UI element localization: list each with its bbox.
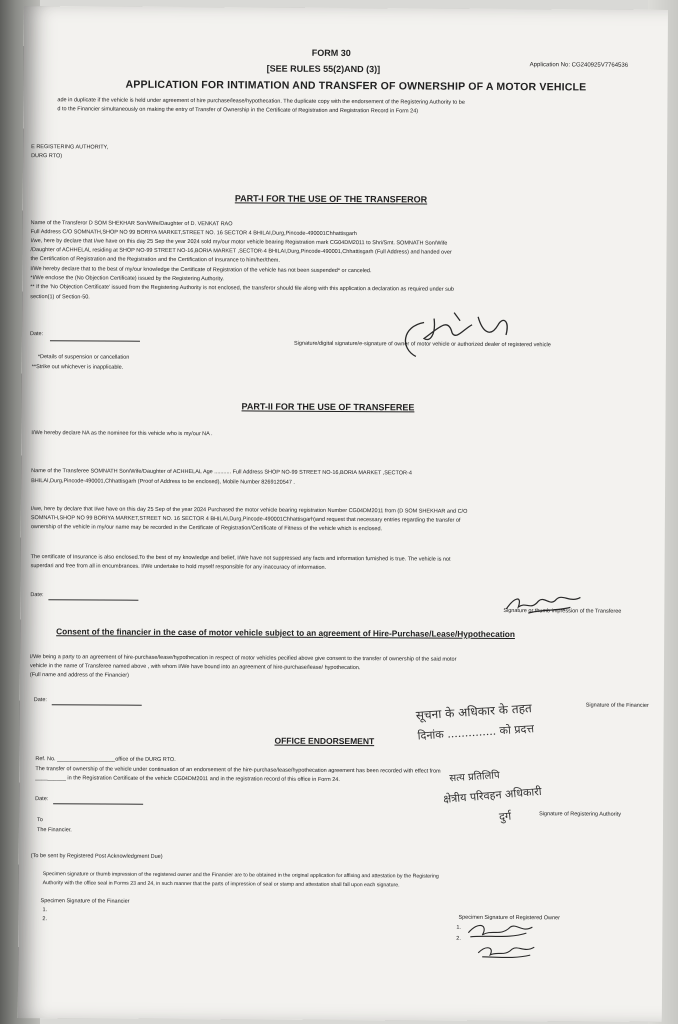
part1-line: I/We hereby declare that to the best of my/our knowledge the Certificate of Registration of the vehicle has not been suspended* or canceled. — [30, 266, 372, 275]
stamp-line-5: दुर्ग — [498, 809, 512, 824]
part2-insurance-line: The certificate of Insurance is also enclosed.To the best of my knowledge and belief, I/We have not suppressed any facts and information furnished is true. The vehicle is not — [30, 554, 451, 563]
office-ref: Ref. No. ___________________office of the DURG RTO. — [35, 756, 176, 763]
intro-line-1: ade in duplicate if the vehicle is held under agreement of hire purchase/lease/hypothecation. The duplicate copy with the endorsement of the Registering Authority to be — [57, 97, 465, 106]
office-line-1: The transfer of ownership of the vehicle under continuation of an endorsement of the hire-purchase/lease/hypothecation agreement has been recorded with effect from — [35, 766, 441, 775]
part1-line: /Daughter of ACHHELAL residing at SHOP NO-99 STREET NO-16,BORIA MARKET ,SECTOR-4 BHILAI,Durg,Pincode-490001,Chhattisgarh (Full Address) and handed over — [30, 247, 452, 256]
consent-line: vehicle in the name of Transferee named above , with whom I/We have bound into an agreement of hire-purchase/lease/ hypothecation. — [29, 663, 361, 672]
financier-specimen-1: 1. — [42, 907, 48, 914]
part1-heading: PART-I FOR THE USE OF THE TRANSFEROR — [234, 193, 428, 205]
office-heading: OFFICE ENDORSEMENT — [274, 735, 375, 747]
stamp-line-2: दिनांक .............. को प्रदत्त — [417, 722, 535, 743]
part2-signature-label: Signature or thumb impression of the Transferee — [503, 607, 622, 615]
part2-insurance-line: superdari and free from all in encumbrances. I/We undertake to hold myself responsible for any inaccuracy of information. — [30, 563, 327, 571]
stamp-line-3: सत्य प्रतिलिपि — [449, 770, 500, 785]
financier-specimen-2: 2. — [42, 916, 48, 923]
owner-specimen-signatures — [464, 917, 544, 963]
transferor-signature — [394, 308, 534, 369]
part1-line: Name of the Transferor D SOM SHEKHAR Son/Wife/Daughter of D. VENKAT RAO — [30, 220, 233, 228]
consent-date-label: Date: — [33, 697, 47, 704]
authority-line-2: DURG RTO) — [31, 153, 63, 160]
consent-signature-label: Signature of the Financier — [585, 702, 649, 709]
stamp-line-4: क्षेत्रीय परिवहन अधिकारी — [442, 784, 543, 806]
authority-line-1: E REGISTERING AUTHORITY, — [31, 144, 109, 151]
owner-specimen-label: Specimen Signature of Registered Owner — [458, 914, 560, 922]
stamp-line-1: सूचना के अधिकार के तहत — [415, 701, 533, 723]
part1-line: Full Address C/O SOMNATH,SHOP NO 99 BORIYA MARKET,STREET NO. 16 SECTOR 4 BHILAI,Durg,Pincode-490001Chhattisgarh — [30, 229, 357, 238]
document-page — [18, 6, 668, 1022]
part1-line: I/we, here by declare that I/we have on this day 25 Sep the year 2024 sold my/our motor vehicle bearing Registration mark CG04DM2011 to Shri/Smt. SOMNATH Son/Wife — [30, 238, 448, 247]
form-rules: [SEE RULES 55(2)AND (3)] — [266, 63, 381, 75]
financier-specimen-label: Specimen Signature of the Financier — [40, 898, 130, 905]
office-to-financier: The Financier. — [36, 827, 72, 834]
part2-nominee: I/We hereby declare NA as the nominee for this vehicle who is my/our NA . — [31, 430, 213, 438]
part1-note-1: *Details of suspension or cancellation — [37, 354, 130, 361]
part2-declare-line: I/we, here by declare that I/we have on this day 25 Sep of the year 2024 Purchased the motor vehicle bearing registration Number CG04DM2011 from (D SOM SHEKHAR and C/O — [30, 506, 468, 515]
consent-line: (Full name and address of the Financier) — [29, 672, 129, 679]
part2-date-line — [48, 599, 138, 601]
consent-date-line — [52, 704, 142, 706]
part1-line: *I/We enclose the (No Objection Certificate) issued by the Registering Authority. — [30, 275, 224, 283]
form-number: FORM 30 — [311, 47, 351, 59]
part2-declare-line: ownership of the vehicle in my/our name may be recorded in the Certificate of Registration/Certificate of Fitness of the vehicle which is enclosed. — [30, 524, 383, 533]
part1-note-2: **Strike out whichever is inapplicable. — [31, 364, 124, 371]
part2-name-line: BHILAI,Durg,Pincode-490001,Chhattisgarh (Proof of Address to be enclosed), Mobile Number 8269120547 . — [31, 478, 295, 486]
part1-line: the Certification of Registration and the Registration and the Certification of Insurance to him/her/them. — [30, 256, 280, 264]
office-to: To — [37, 817, 43, 824]
part2-date-label: Date: — [30, 592, 44, 599]
office-line-2: __________ in the Registration Certificate of the vehicle CG04DM2011 and in the registration record of this office in Form 24. — [35, 775, 340, 783]
consent-heading: Consent of the financier in the case of motor vehicle subject to an agreement of Hire-Purchase/Lease/Hypothecation — [56, 626, 515, 640]
office-signature-label: Signature of Registering Authority — [539, 811, 622, 818]
part2-name-line: Name of the Transferee SOMNATH Son/Wife/Daughter of ACHHELAL Age ........... Full Address SHOP NO-99 STREET NO-16,BORIA MARKET ,SECTOR-4 — [31, 468, 412, 477]
specimen-note-2: Authority with the office seal in Forms 23 and 24, in such manner that the parts of impression of seal or stamp and attestation shall fall upon each signature. — [42, 880, 400, 889]
owner-specimen-2: 2. — [456, 935, 461, 942]
part1-date-line — [50, 340, 140, 342]
consent-line: I/We being a party to an agreement of hire-purchase/lease/hypothecation in respect of motor vehicles pecified above give consent to the transfer of ownership of the said motor — [30, 654, 457, 663]
part1-date-label: Date: — [29, 331, 44, 338]
form-title: APPLICATION FOR INTIMATION AND TRANSFER OF OWNERSHIP OF A MOTOR VEHICLE — [125, 78, 587, 94]
office-date-label: Date: — [35, 796, 49, 803]
part1-line: section(1) of Section-50. — [30, 294, 90, 301]
part2-heading: PART-II FOR THE USE OF TRANSFEREE — [241, 401, 415, 413]
part2-declare-line: SOMNATH,SHOP NO 99 BORIYA MARKET,STREET NO. 16 SECTOR 4 BHILAI,Durg,Pincode-490001Chhattisgarh)and request that necessary entries regarding the transfer of — [30, 515, 461, 524]
application-number: Application No: CG240925V7764536 — [529, 62, 629, 69]
office-post-note: (To be sent by Registered Post Acknowledgment Due) — [30, 853, 163, 860]
owner-specimen-1: 1. — [456, 924, 461, 931]
office-date-line — [53, 803, 143, 805]
part1-signature-label: Signature/digital signature/e-signature of owner of motor vehicle or authorized dealer of registered vehicle — [293, 340, 551, 349]
specimen-note-1: Specimen signature or thumb impression of the registered owner and the Financier are to be obtained in the original application for affixing and attestation by the Registering — [42, 871, 439, 880]
intro-line-2: d to the Financier simultaneously on making the entry of Transfer of Ownership in the Certificate of Registration and Registration Record in Form 24) — [57, 106, 419, 115]
part1-line: ** If the 'No Objection Certificate' issued from the Registering Authority is not enclosed, the transferor should file along with this application a declaration as required under sub — [30, 284, 455, 293]
